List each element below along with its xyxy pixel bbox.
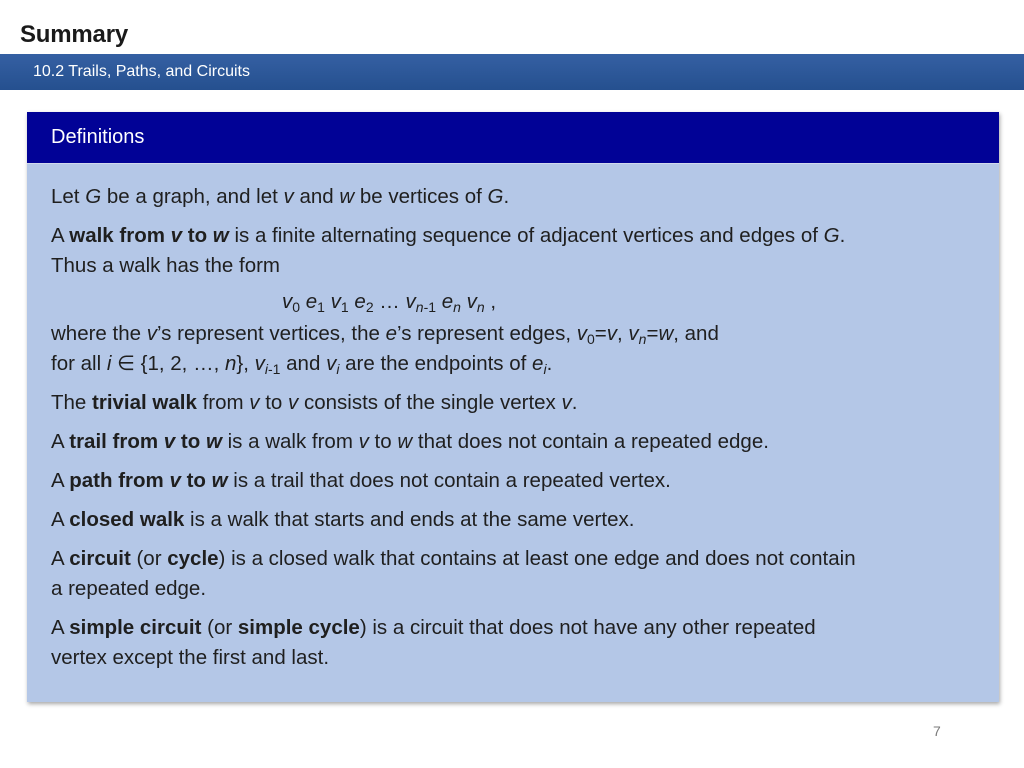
term-circuit: circuit <box>69 547 131 570</box>
def-trail: A trail from v to w is a walk from v to w that does not contain a repeated edge. <box>51 430 769 453</box>
slide-title: Summary <box>20 21 128 48</box>
section-subtitle: 10.2 Trails, Paths, and Circuits <box>33 63 250 80</box>
definitions-body <box>51 182 971 682</box>
term-trivial-walk: trivial walk <box>92 391 197 414</box>
term-trail: trail from v to w <box>69 430 222 453</box>
def-closed-walk: A closed walk is a walk that starts and ends at the same vertex. <box>51 508 635 531</box>
def-simple-circuit: A simple circuit (or simple cycle) is a circuit that does not have any other repeated vertex except the first and last. <box>51 616 816 669</box>
term-closed-walk: closed walk <box>69 508 185 531</box>
def-walk: A walk from v to w is a finite alternating sequence of adjacent vertices and edges of G. Thus a walk has the form <box>51 224 846 277</box>
term-cycle: cycle <box>167 547 219 570</box>
def-graph-intro: Let G be a graph, and let v and w be vertices of G. <box>51 185 510 208</box>
walk-formula: $v_0$ $e_1$ $v_1$ $e_2$ … $v_{n-1}$ $e_n$ $v_n$ , <box>282 290 497 315</box>
section-subtitle-bar <box>0 54 1024 90</box>
term-simple-cycle: simple cycle <box>237 616 360 639</box>
def-walk-notation: where the v’s represent vertices, the e’s represent edges, $v_0=v$, $v_n=w$, and for all i ∈ {1, 2, …, n}, $v_{i-1}$ and $v_i$ are the endpoints of $e_i$. <box>51 322 719 377</box>
definitions-panel <box>27 112 999 702</box>
def-circuit: A circuit (or cycle) is a closed walk that contains at least one edge and does not contain a repeated edge. <box>51 547 856 600</box>
term-simple-circuit: simple circuit <box>69 616 202 639</box>
term-path: path from v to w <box>69 469 228 492</box>
panel-header-label: Definitions <box>51 126 145 148</box>
def-trivial-walk: The trivial walk from v to v consists of the single vertex v. <box>51 391 578 414</box>
definitions-panel-header <box>27 112 999 164</box>
page-number: 7 <box>933 723 941 739</box>
term-walk: walk from v to w <box>69 224 229 247</box>
def-path: A path from v to w is a trail that does not contain a repeated vertex. <box>51 469 671 492</box>
